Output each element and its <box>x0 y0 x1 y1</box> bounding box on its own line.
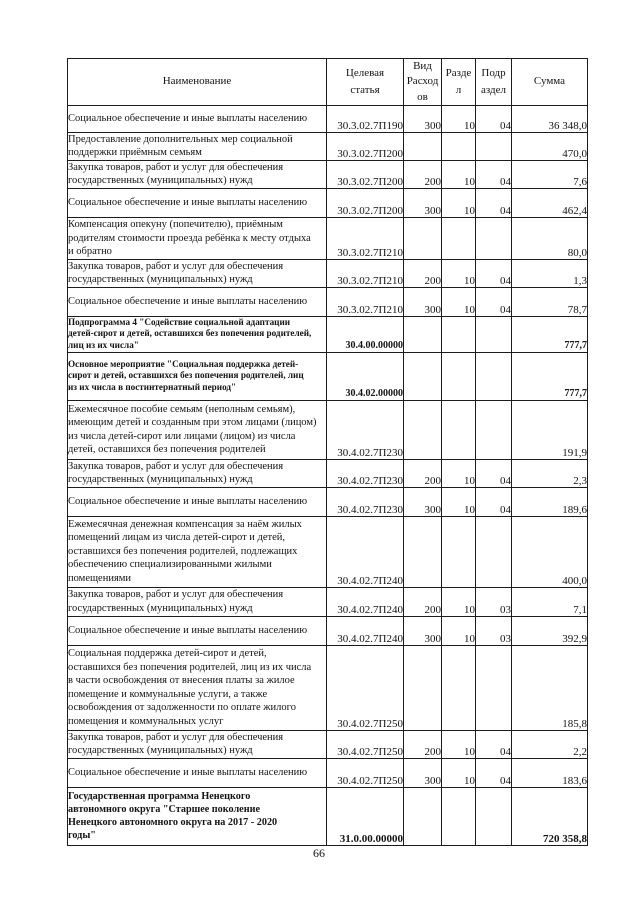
table-row <box>68 217 588 259</box>
amount: 36 348,0 <box>512 105 588 132</box>
target-article: 30.4.02.7П250 <box>327 730 404 758</box>
subsection: 04 <box>476 758 512 787</box>
section: 10 <box>442 758 476 787</box>
page-number: 66 <box>313 846 325 860</box>
target-article: 30.4.02.7П240 <box>327 616 404 645</box>
target-article: 30.3.02.7П210 <box>327 259 404 287</box>
amount: 7,6 <box>512 160 588 188</box>
header-target-article: Целевая статья <box>327 59 404 106</box>
amount: 2,2 <box>512 730 588 758</box>
table-row-state-program <box>68 787 588 845</box>
subsection: 04 <box>476 287 512 316</box>
target-article: 30.4.00.00000 <box>327 316 404 352</box>
item-name: Социальная поддержка детей-сирот и детей, оставшихся без попечения родителей, лиц из их числа в части освобождения от внесения платы за жилое помещение и коммунальные услуги, а также освобождения от задолженности по оплате жилого помещения и коммунальных услуг <box>68 645 327 730</box>
subsection <box>476 400 512 459</box>
expense-type <box>404 132 442 160</box>
item-name: Социальное обеспечение и иные выплаты населению <box>68 287 327 316</box>
expense-type: 200 <box>404 730 442 758</box>
budget-table <box>67 58 588 846</box>
section: 10 <box>442 616 476 645</box>
expense-type: 300 <box>404 105 442 132</box>
section <box>442 516 476 587</box>
target-article: 30.4.02.7П250 <box>327 645 404 730</box>
item-name: Закупка товаров, работ и услуг для обеспечения государственных (муниципальных) нужд <box>68 259 327 287</box>
amount: 392,9 <box>512 616 588 645</box>
target-article: 30.4.02.00000 <box>327 352 404 400</box>
target-article: 30.4.02.7П240 <box>327 587 404 616</box>
table-header-row <box>68 59 588 106</box>
amount: 777,7 <box>512 316 588 352</box>
target-article: 30.4.02.7П230 <box>327 400 404 459</box>
item-name: Социальное обеспечение и иные выплаты населению <box>68 758 327 787</box>
section: 10 <box>442 587 476 616</box>
expense-type: 200 <box>404 160 442 188</box>
subsection <box>476 132 512 160</box>
target-article: 30.3.02.7П200 <box>327 188 404 217</box>
item-name: Социальное обеспечение и иные выплаты населению <box>68 105 327 132</box>
subsection <box>476 787 512 845</box>
item-name: Компенсация опекуну (попечителю), приёмным родителям стоимости проезда ребёнка к месту отдыха и обратно <box>68 217 327 259</box>
expense-type: 300 <box>404 487 442 516</box>
section <box>442 132 476 160</box>
section <box>442 645 476 730</box>
section: 10 <box>442 730 476 758</box>
subsection: 04 <box>476 188 512 217</box>
item-name: Ежемесячная денежная компенсация за наём жилых помещений лицам из числа детей-сирот и детей, оставшихся без попечения родителей, подлежащих обеспечению специализированными жилыми помещениями <box>68 516 327 587</box>
section <box>442 217 476 259</box>
subsection <box>476 516 512 587</box>
table-row <box>68 160 588 188</box>
header-section: Разде л <box>442 59 476 106</box>
subsection: 04 <box>476 730 512 758</box>
table-row <box>68 516 588 587</box>
table-row <box>68 105 588 132</box>
target-article: 30.3.02.7П190 <box>327 105 404 132</box>
item-name: Закупка товаров, работ и услуг для обеспечения государственных (муниципальных) нужд <box>68 730 327 758</box>
section: 10 <box>442 105 476 132</box>
section: 10 <box>442 487 476 516</box>
subsection <box>476 316 512 352</box>
expense-type <box>404 352 442 400</box>
expense-type <box>404 400 442 459</box>
expense-type <box>404 217 442 259</box>
section: 10 <box>442 287 476 316</box>
table-row <box>68 188 588 217</box>
table-row-subprogram <box>68 316 588 352</box>
subsection: 04 <box>476 487 512 516</box>
table-row <box>68 259 588 287</box>
target-article: 30.4.02.7П250 <box>327 758 404 787</box>
section: 10 <box>442 259 476 287</box>
target-article: 30.4.02.7П240 <box>327 516 404 587</box>
table-row <box>68 459 588 487</box>
item-name: Закупка товаров, работ и услуг для обеспечения государственных (муниципальных) нужд <box>68 459 327 487</box>
expense-type: 300 <box>404 188 442 217</box>
amount: 470,0 <box>512 132 588 160</box>
header-expense-type: Вид Расход ов <box>404 59 442 106</box>
expense-type <box>404 645 442 730</box>
section <box>442 787 476 845</box>
amount: 720 358,8 <box>512 787 588 845</box>
item-name: Предоставление дополнительных мер социальной поддержки приёмным семьям <box>68 132 327 160</box>
target-article: 31.0.00.00000 <box>327 787 404 845</box>
amount: 80,0 <box>512 217 588 259</box>
subsection: 04 <box>476 160 512 188</box>
item-name: Подпрограмма 4 "Содействие социальной адаптации детей-сирот и детей, оставшихся без попечения родителей, лиц из их числа" <box>68 316 327 352</box>
item-name: Государственная программа Ненецкого автономного округа "Старшее поколение Ненецкого автономного округа на 2017 - 2020 годы" <box>68 787 327 845</box>
expense-type: 200 <box>404 459 442 487</box>
target-article: 30.3.02.7П200 <box>327 132 404 160</box>
expense-type: 300 <box>404 758 442 787</box>
item-name: Социальное обеспечение и иные выплаты населению <box>68 188 327 217</box>
amount: 7,1 <box>512 587 588 616</box>
table-row <box>68 400 588 459</box>
table-row <box>68 758 588 787</box>
target-article: 30.4.02.7П230 <box>327 459 404 487</box>
header-name: Наименование <box>68 59 327 106</box>
subsection: 04 <box>476 459 512 487</box>
subsection: 04 <box>476 105 512 132</box>
item-name: Социальное обеспечение и иные выплаты населению <box>68 487 327 516</box>
amount: 191,9 <box>512 400 588 459</box>
table-row <box>68 587 588 616</box>
amount: 400,0 <box>512 516 588 587</box>
subsection: 04 <box>476 259 512 287</box>
subsection <box>476 217 512 259</box>
subsection: 03 <box>476 587 512 616</box>
expense-type: 300 <box>404 616 442 645</box>
table-row <box>68 487 588 516</box>
section <box>442 400 476 459</box>
amount: 183,6 <box>512 758 588 787</box>
expense-type: 200 <box>404 259 442 287</box>
target-article: 30.3.02.7П200 <box>327 160 404 188</box>
amount: 2,3 <box>512 459 588 487</box>
expense-type <box>404 516 442 587</box>
table-row <box>68 616 588 645</box>
section <box>442 352 476 400</box>
subsection <box>476 352 512 400</box>
table-row <box>68 287 588 316</box>
section: 10 <box>442 188 476 217</box>
amount: 1,3 <box>512 259 588 287</box>
item-name: Закупка товаров, работ и услуг для обеспечения государственных (муниципальных) нужд <box>68 160 327 188</box>
target-article: 30.3.02.7П210 <box>327 287 404 316</box>
amount: 777,7 <box>512 352 588 400</box>
subsection <box>476 645 512 730</box>
expense-type <box>404 316 442 352</box>
target-article: 30.4.02.7П230 <box>327 487 404 516</box>
expense-type: 200 <box>404 587 442 616</box>
section: 10 <box>442 160 476 188</box>
expense-type: 300 <box>404 287 442 316</box>
amount: 189,6 <box>512 487 588 516</box>
table-row-main-activity <box>68 352 588 400</box>
amount: 78,7 <box>512 287 588 316</box>
section <box>442 316 476 352</box>
item-name: Основное мероприятие "Социальная поддержка детей- сирот и детей, оставшихся без попечения родителей, лиц из их числа в постинтернатный период" <box>68 352 327 400</box>
table-row <box>68 132 588 160</box>
table-container <box>67 58 587 846</box>
amount: 462,4 <box>512 188 588 217</box>
item-name: Социальное обеспечение и иные выплаты населению <box>68 616 327 645</box>
item-name: Ежемесячное пособие семьям (неполным семьям), имеющим детей и созданным при этом лицами (лицом) из числа детей-сирот или лицами (лицом) из числа детей, оставшихся без попечения родителей <box>68 400 327 459</box>
table-row <box>68 645 588 730</box>
header-subsection: Подр аздел <box>476 59 512 106</box>
target-article: 30.3.02.7П210 <box>327 217 404 259</box>
header-amount: Сумма <box>512 59 588 106</box>
subsection: 03 <box>476 616 512 645</box>
item-name: Закупка товаров, работ и услуг для обеспечения государственных (муниципальных) нужд <box>68 587 327 616</box>
section: 10 <box>442 459 476 487</box>
amount: 185,8 <box>512 645 588 730</box>
expense-type <box>404 787 442 845</box>
table-row <box>68 730 588 758</box>
